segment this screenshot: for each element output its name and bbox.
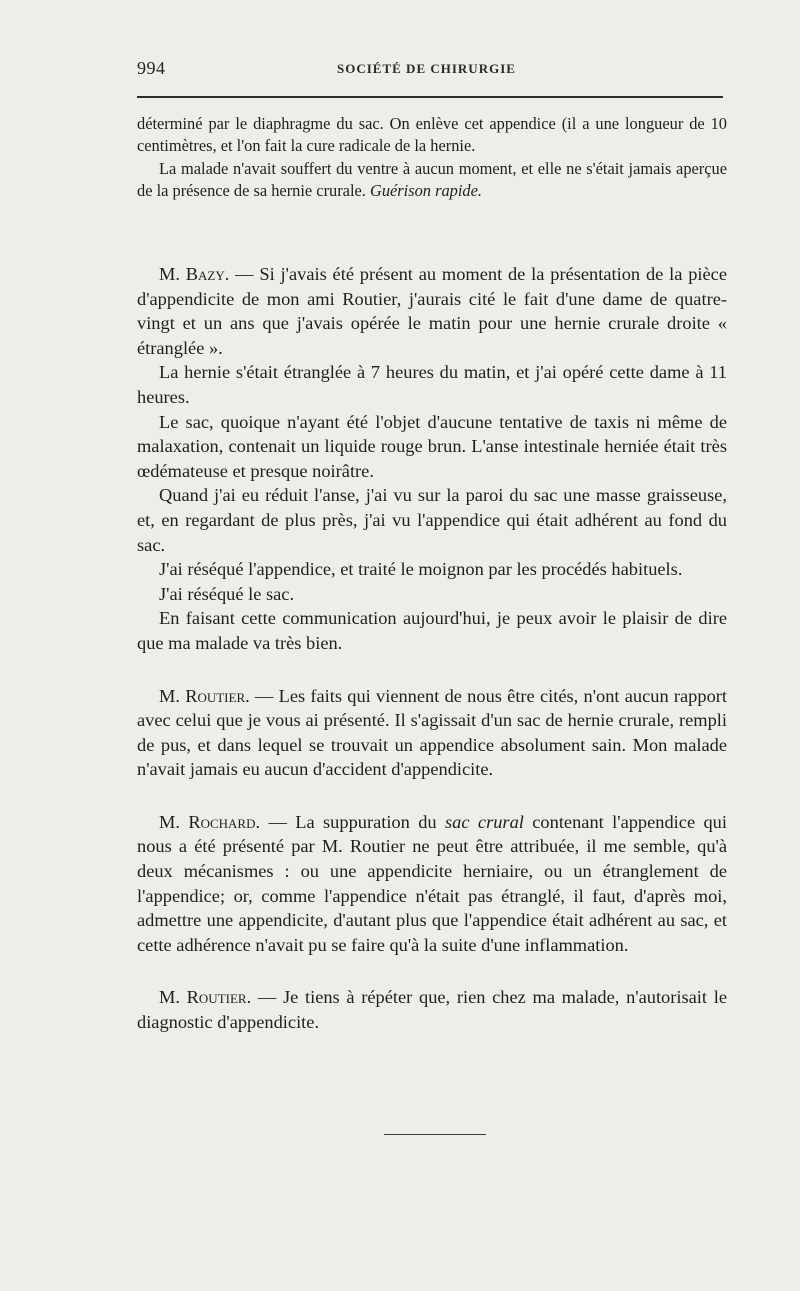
routier-paragraph-1-text: — Les faits qui viennent de nous être cités, n'ont aucun rapport avec celui que je vous ai présenté. Il s'agissait d'un sac de hernie crurale, rempli de pus, et dans lequel se trouvait un appendice absolument sain. Mon malade n'avait jamais eu aucun d'accident d'appendicite.: [137, 685, 727, 780]
page-header: [137, 58, 727, 82]
bazy-paragraph-1: [137, 262, 727, 360]
intro-block: [137, 113, 727, 203]
speaker-bazy: M. Bazy.: [159, 264, 230, 284]
routier-paragraph-2: [137, 985, 727, 1034]
bazy-paragraph-2: La hernie s'était étranglée à 7 heures du matin, et j'ai opéré cette dame à 11 heures.: [137, 362, 727, 407]
header-rule: [137, 96, 723, 98]
rochard-text-a: — La suppuration du: [260, 811, 446, 832]
bazy-paragraph-6: J'ai réséqué le sac.: [159, 583, 295, 604]
page-number: 994: [137, 58, 166, 78]
bazy-paragraph-7: En faisant cette communication aujourd'hui, je peux avoir le plaisir de dire que ma malade va très bien.: [137, 608, 727, 653]
routier-paragraph-2-text: — Je tiens à répéter que, rien chez ma malade, n'autorisait le diagnostic d'appendicite.: [137, 987, 727, 1033]
discussion-block: [137, 262, 727, 1035]
intro-paragraph-2-text: La malade n'avait souffert du ventre à aucun moment, et elle ne s'était jamais aperçue de la présence de sa hernie crurale.: [137, 158, 727, 201]
bazy-paragraph-4: Quand j'ai eu réduit l'anse, j'ai vu sur la paroi du sac une masse graisseuse, et, en regardant de plus près, j'ai vu l'appendice qui était adhérent au fond du sac.: [137, 485, 727, 555]
bazy-paragraph-5: J'ai réséqué l'appendice, et traité le moignon par les procédés habituels.: [159, 559, 683, 580]
speaker-rochard: M. Rochard.: [159, 811, 261, 832]
rochard-text-italic: sac crural: [445, 811, 524, 832]
intro-paragraph-2: [137, 158, 727, 203]
speaker-routier-1: M. Routier.: [159, 685, 250, 706]
bazy-paragraph-3: Le sac, quoique n'ayant été l'objet d'aucune tentative de taxis ni même de malaxation, contenait un liquide rouge brun. L'anse intestinale herniée était très œdémateuse et presque noirâtre.: [137, 411, 727, 481]
speaker-routier-2: M. Routier.: [159, 987, 252, 1008]
end-rule: [384, 1134, 486, 1135]
intro-paragraph-2-italic: Guérison rapide.: [369, 181, 482, 201]
rochard-text-b: contenant l'appendice qui nous a été présenté par M. Routier ne peut être attribuée, il me semble, qu'à deux mécanismes : ou une appendicite herniaire, ou un étranglement de l'appendice; or, comme l'appendice n'était pas étranglé, il faut, d'après moi, admettre une appendicite, d'autant plus que l'appendice était adhérent au sac, et cette adhérence n'avait pu se faire qu'à la suite d'une inflammation.: [137, 811, 727, 955]
bazy-paragraph-1-text: — Si j'avais été présent au moment de la présentation de la pièce d'appendicite de mon ami Routier, j'aurais cité le fait d'une dame de quatre-vingt et un ans que j'avais opérée le matin pour une hernie crurale droite « étranglée ».: [137, 264, 727, 358]
rochard-paragraph: [137, 810, 727, 958]
routier-paragraph-1: [137, 684, 727, 782]
intro-paragraph-1: déterminé par le diaphragme du sac. On enlève cet appendice (il a une longueur de 10 centimètres, et l'on fait la cure radicale de la hernie.: [137, 114, 727, 156]
running-title: SOCIÉTÉ DE CHIRURGIE: [337, 61, 516, 76]
